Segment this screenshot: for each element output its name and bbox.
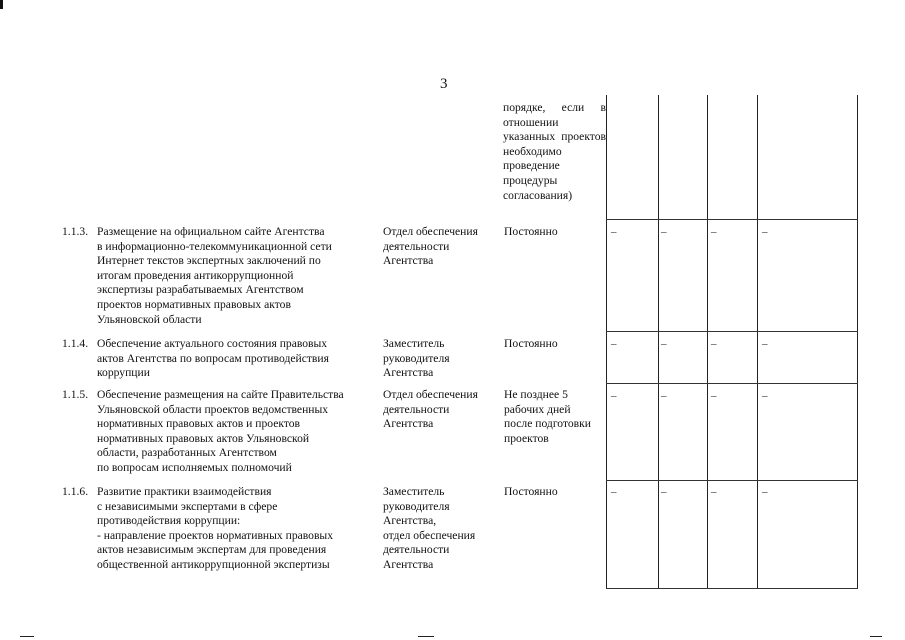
description-line: противодействия коррупции: [97,514,241,528]
row-number: 1.1.5. [62,388,89,401]
responsible-line: Заместитель [383,485,445,498]
table-grid-line [857,95,858,589]
mark-dash: – [611,226,617,238]
table-row-line [606,383,858,384]
term-line: Постоянно [504,225,558,238]
responsible-line: Заместитель [383,337,445,350]
term-line: Постоянно [504,337,558,350]
description-line: в информационно-телекоммуникационной сети [97,239,332,253]
description-line: Интернет текстов экспертных заключений по [97,254,321,268]
table-grid-line [658,95,659,589]
row-description [97,337,377,381]
description-line: актов Агентства по вопросам противодействия [97,351,329,365]
responsible-line: Отдел обеспечения [383,388,478,401]
table-row-line [606,588,858,589]
description-line: с независимыми экспертами в сфере [97,499,278,513]
term-line: Постоянно [504,485,558,498]
table-row-line [606,480,858,481]
row-responsible [383,337,498,381]
description-line: нормативных правовых актов Ульяновской [97,431,310,445]
table-grid-line [606,95,607,589]
row-number: 1.1.4. [62,337,89,350]
term-line: проектов [504,431,549,445]
description-line: нормативных правовых актов и проектов [97,417,301,431]
mark-dash: – [611,486,617,498]
table-row-line [606,331,858,332]
term-line: Не позднее 5 [504,388,568,401]
row-term [504,337,604,352]
mark-dash: – [661,226,667,238]
description-line: итогам проведения антикоррупционной [97,268,294,282]
row-responsible [383,388,498,432]
page-number: 3 [440,76,448,92]
table-grid-line [707,95,708,589]
responsible-line: отдел обеспечения [383,528,476,542]
mark-dash: – [711,338,717,350]
row-term [504,485,604,500]
mark-dash: – [611,338,617,350]
scan-mark [418,636,434,637]
responsible-line: деятельности [383,543,450,557]
scan-mark [20,636,34,637]
description-line: общественной антикоррупционной экспертизы [97,557,330,571]
row-number: 1.1.6. [62,485,89,498]
row-description [97,485,377,573]
table-row-line [606,219,858,220]
description-line: по вопросам исполняемых полномочий [97,460,292,474]
responsible-line: руководителя [383,499,450,513]
mark-dash: – [661,486,667,498]
continued-term-cell: порядке, если в отношении указанных проектов необходимо проведение процедуры согласования) [503,101,606,202]
mark-dash: – [762,390,768,402]
responsible-line: Агентства [383,254,434,268]
description-line: Размещение на официальном сайте Агентства [97,225,325,238]
mark-dash: – [711,226,717,238]
responsible-line: деятельности [383,239,450,253]
row-number: 1.1.3. [62,225,89,238]
row-description [97,388,377,476]
description-line: области, разработанных Агентством [97,446,277,460]
mark-dash: – [661,390,667,402]
description-line: Обеспечение актуального состояния правовых [97,337,328,350]
description-line: Обеспечение размещения на сайте Правительства [97,388,344,401]
responsible-line: Отдел обеспечения [383,225,478,238]
mark-dash: – [711,390,717,402]
description-line: проектов нормативных правовых актов [97,297,291,311]
description-line: Ульяновской области проектов ведомственных [97,402,329,416]
mark-dash: – [661,338,667,350]
responsible-line: деятельности [383,402,450,416]
description-line: коррупции [97,366,150,380]
description-line: Развитие практики взаимодействия [97,485,272,498]
responsible-line: Агентства [383,366,434,380]
mark-dash: – [762,486,768,498]
description-line: экспертизы разрабатываемых Агентством [97,283,304,297]
mark-dash: – [762,226,768,238]
term-line: рабочих дней [504,402,571,416]
responsible-line: Агентства, [383,514,437,528]
scan-mark [870,636,882,637]
description-line: - направление проектов нормативных правовых [97,528,334,542]
responsible-line: Агентства [383,557,434,571]
term-line: после подготовки [504,417,591,431]
responsible-line: Агентства [383,417,434,431]
mark-dash: – [762,338,768,350]
description-line: актов независимым экспертам для проведения [97,543,327,557]
scan-mark [0,0,3,9]
row-responsible [383,485,498,573]
responsible-line: руководителя [383,351,450,365]
row-term [504,225,604,240]
mark-dash: – [711,486,717,498]
row-term [504,388,604,446]
description-line: Ульяновской области [97,312,202,326]
row-description [97,225,377,327]
row-responsible [383,225,498,269]
table-grid-line [757,95,758,589]
mark-dash: – [611,390,617,402]
